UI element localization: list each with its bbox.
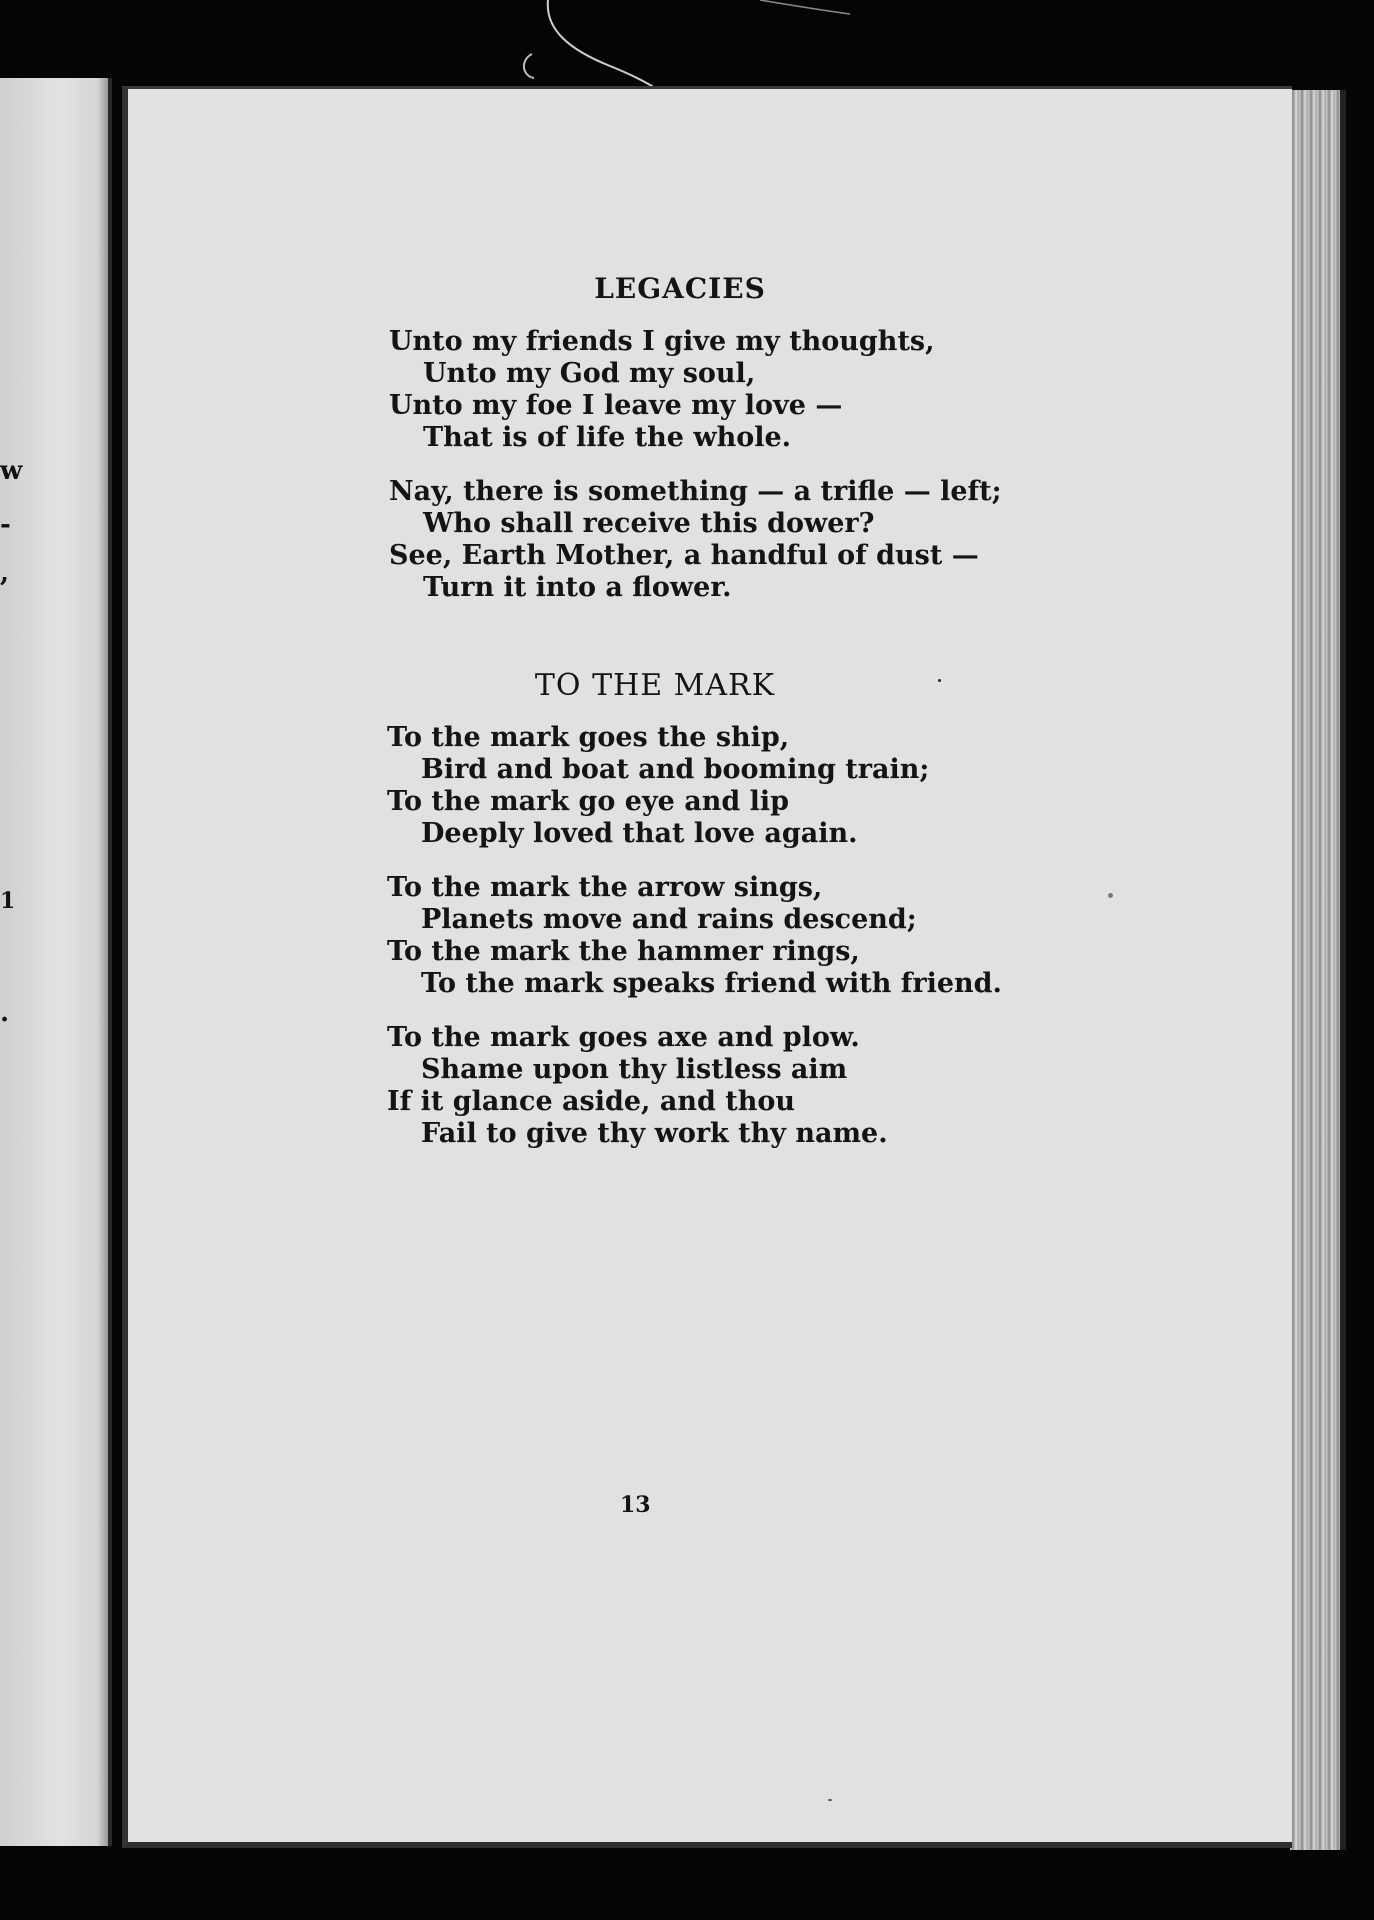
verse-line: Shame upon thy listless aim — [421, 1054, 848, 1085]
poem-title: LEGACIES — [594, 272, 766, 305]
verse-line: Turn it into a flower. — [423, 572, 732, 603]
edge-character: 1 — [0, 888, 16, 914]
edge-character: . — [0, 998, 10, 1028]
verse-line: Bird and boat and booming train; — [421, 754, 930, 785]
verse-line: Unto my foe I leave my love — — [389, 390, 843, 421]
verse-line: Unto my God my soul, — [423, 358, 756, 389]
stanza — [389, 326, 1002, 454]
verse-line: That is of life the whole. — [423, 422, 792, 453]
verse-line: Unto my friends I give my thoughts, — [389, 326, 935, 357]
verse-line: If it glance aside, and thou — [387, 1086, 796, 1117]
verse-line: To the mark speaks friend with friend. — [421, 968, 1002, 999]
verse-line: See, Earth Mother, a handful of dust — — [389, 540, 979, 571]
stanza — [389, 476, 1002, 604]
thread-decoration — [0, 0, 1374, 100]
verse-line: To the mark goes axe and plow. — [387, 1022, 860, 1053]
edge-character: w — [0, 456, 23, 486]
verse-line: Nay, there is something — a trifle — left; — [389, 476, 1002, 507]
stanza — [387, 722, 1002, 850]
verse-line: Who shall receive this dower? — [423, 508, 875, 539]
stanza — [387, 1022, 1002, 1150]
paper-speck — [938, 679, 941, 682]
verse-line: Planets move and rains descend; — [421, 904, 917, 935]
verse-line: To the mark go eye and lip — [387, 786, 790, 817]
edge-character: , — [0, 558, 10, 588]
paper-speck — [1108, 893, 1113, 898]
paper-speck — [828, 1799, 832, 1801]
poem-title: TO THE MARK — [534, 668, 776, 703]
verse-line: To the mark the hammer rings, — [387, 936, 860, 967]
book-fore-edge — [1290, 90, 1346, 1850]
poem-to-the-mark — [387, 722, 1002, 1172]
verse-line: Fail to give thy work thy name. — [421, 1118, 888, 1149]
verse-line: To the mark goes the ship, — [387, 722, 790, 753]
verse-line: To the mark the arrow sings, — [387, 872, 823, 903]
page-number: 13 — [620, 1492, 651, 1518]
verse-line: Deeply loved that love again. — [421, 818, 858, 849]
stanza — [387, 872, 1002, 1000]
previous-page-sliver — [0, 78, 112, 1846]
edge-character: - — [0, 510, 11, 540]
poem-legacies — [389, 326, 1002, 626]
